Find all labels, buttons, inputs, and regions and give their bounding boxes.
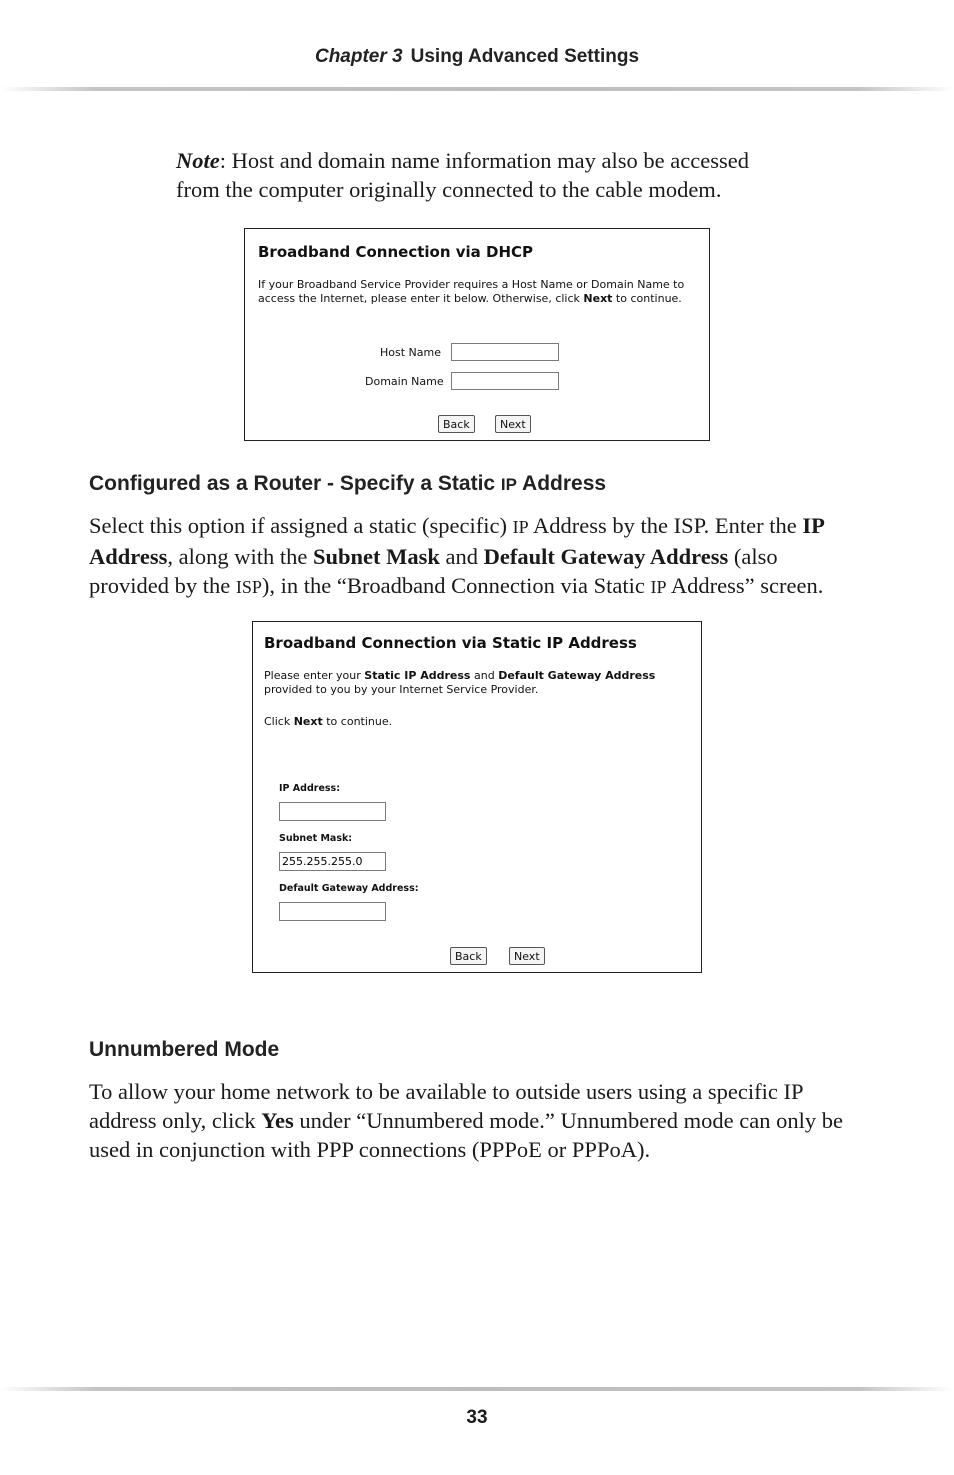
footer-rule xyxy=(0,1387,954,1391)
default-gateway-label: Default Gateway Address: xyxy=(279,883,419,894)
click-next: Next xyxy=(293,715,323,728)
ip-address-input[interactable] xyxy=(279,802,386,821)
para-part: Address by the ISP. Enter the xyxy=(528,513,803,538)
para-bold-default-gateway: Default Gateway Address xyxy=(483,544,729,569)
para-ip: IP xyxy=(650,577,667,597)
para-part: (also provided by the xyxy=(89,544,778,598)
section-heading-unnumbered: Unnumbered Mode xyxy=(89,1038,280,1061)
note-text: : Host and domain name information may also be accessed from the computer originally connected to the cable modem. xyxy=(176,148,749,202)
para-part: Select this option if assigned a static (specific) xyxy=(89,513,513,538)
static-desc-part: provided to you by your Internet Service Provider. xyxy=(264,683,539,696)
heading-part: Address xyxy=(516,472,607,495)
static-screen-title: Broadband Connection via Static IP Address xyxy=(264,634,637,652)
dhcp-description xyxy=(258,278,703,306)
ip-address-label: IP Address: xyxy=(279,783,340,794)
next-button[interactable]: Next xyxy=(495,415,531,433)
subnet-mask-label: Subnet Mask: xyxy=(279,833,353,844)
back-button[interactable]: Back xyxy=(438,415,475,433)
para-part: and xyxy=(439,544,484,569)
para-part: Address” screen. xyxy=(666,573,824,598)
dhcp-desc-part: If your Broadband Service Provider requires a Host Name or Domain Name to access the Internet, please enter it below. Otherwise, click xyxy=(258,278,685,305)
next-button[interactable]: Next xyxy=(509,947,545,965)
static-ip-paragraph xyxy=(89,511,849,602)
dhcp-desc-next: Next xyxy=(583,292,613,305)
click-part: to continue. xyxy=(322,715,393,728)
host-name-input[interactable] xyxy=(451,343,559,361)
para-part: under “Unnumbered mode.” Unnumbered mode can only be used in conjunction with PPP connections (PPPoE or PPPoA). xyxy=(89,1108,843,1162)
dhcp-screen xyxy=(244,228,710,441)
header-rule xyxy=(0,87,954,91)
chapter-label: Chapter 3 xyxy=(314,46,403,67)
default-gateway-input[interactable] xyxy=(279,902,386,921)
para-part: , along with the xyxy=(167,544,313,569)
para-ip: IP xyxy=(512,517,529,537)
para-bold-ip-address: IP Address xyxy=(89,513,824,569)
domain-name-input[interactable] xyxy=(451,372,559,390)
para-bold-yes: Yes xyxy=(261,1108,294,1133)
chapter-title: Using Advanced Settings xyxy=(410,46,640,67)
para-bold-subnet-mask: Subnet Mask xyxy=(312,544,440,569)
note-label: Note xyxy=(176,148,220,173)
static-description xyxy=(264,669,694,697)
heading-part: Configured as a Router - Specify a Static xyxy=(89,472,501,495)
click-part: Click xyxy=(264,715,294,728)
running-header xyxy=(0,46,954,68)
static-desc-part: and xyxy=(470,669,499,682)
static-desc-part: Please enter your xyxy=(264,669,365,682)
host-name-label: Host Name xyxy=(380,346,441,359)
para-part: ), in the “Broadband Connection via Static xyxy=(261,573,651,598)
dhcp-screen-title: Broadband Connection via DHCP xyxy=(258,243,534,261)
note-paragraph xyxy=(176,146,796,204)
static-ip-screen xyxy=(252,621,702,973)
unnumbered-paragraph xyxy=(89,1077,864,1164)
static-click-next-text xyxy=(264,715,392,729)
page-number: 33 xyxy=(466,1407,488,1428)
heading-ip: IP xyxy=(500,475,517,494)
back-button[interactable]: Back xyxy=(450,947,487,965)
section-heading-static-ip xyxy=(89,472,606,496)
static-desc-bold: Default Gateway Address xyxy=(498,669,656,682)
static-desc-bold: Static IP Address xyxy=(364,669,471,682)
subnet-mask-input[interactable] xyxy=(279,852,386,871)
domain-name-label: Domain Name xyxy=(365,375,444,388)
para-part: To allow your home network to be available to outside users using a specific IP address only, click xyxy=(89,1079,803,1133)
dhcp-desc-part: to continue. xyxy=(612,292,682,305)
para-isp: ISP xyxy=(235,577,262,597)
